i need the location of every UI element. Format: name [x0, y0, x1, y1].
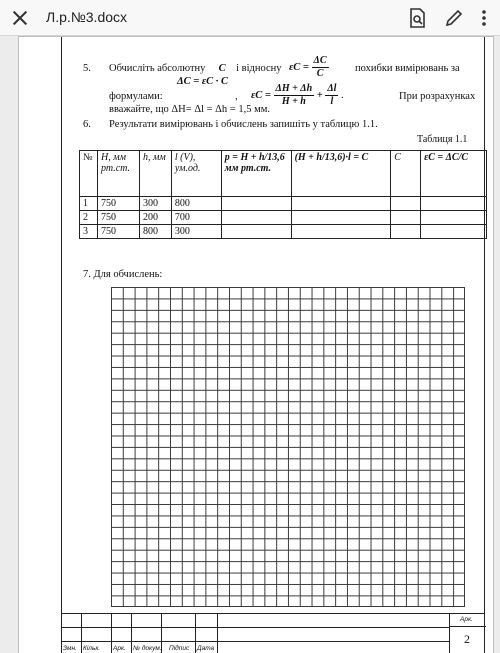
table-cell: 750 [97, 197, 139, 211]
stamp-label: № докум. [133, 645, 162, 652]
table-cell: 200 [139, 211, 171, 225]
header-cell: εC = ΔC/C [421, 151, 487, 197]
table-cell [291, 197, 391, 211]
stamp-label: Дата [197, 645, 215, 652]
sheet-number-cell [449, 614, 485, 653]
document-page [18, 36, 494, 653]
item5-line2-label: формулами: [109, 91, 163, 102]
table-cell [421, 197, 487, 211]
table-caption: Таблиця 1.1 [417, 134, 468, 145]
edit-pencil-icon[interactable] [442, 6, 466, 30]
table-cell: 800 [171, 197, 221, 211]
header-cell: l (V), ум.од. [171, 151, 221, 197]
table-cell [391, 211, 421, 225]
table-cell: 750 [97, 211, 139, 225]
table-cell: 800 [139, 225, 171, 239]
header-cell: p = H + h/13,6 мм рт.ст. [221, 151, 291, 197]
relative-error-sum-formula: εC = $\frac{\Delta H + \Delta h}{H + h}$ + $\frac{\Delta l}{l}$ . [251, 83, 344, 107]
calculation-grid [111, 287, 465, 607]
results-table [79, 150, 487, 239]
table-cell: 3 [80, 225, 98, 239]
stamp-label: Змн. [63, 645, 77, 652]
comma: , [235, 91, 238, 102]
item7-text: 7. Для обчислень: [83, 269, 163, 280]
table-row [80, 211, 487, 225]
table-cell [221, 211, 291, 225]
table-cell [221, 197, 291, 211]
stamp-label: Підпис [169, 645, 190, 652]
table-cell [421, 225, 487, 239]
absolute-error-formula: ΔC = εC · C [177, 76, 229, 87]
table-cell [391, 225, 421, 239]
table-cell [291, 211, 391, 225]
table-cell [221, 225, 291, 239]
table-header-row [80, 151, 487, 197]
app-bar [0, 0, 500, 36]
relative-error-formula: εC = $\frac{\Delta C}{C}$ [289, 55, 327, 79]
item5-line1: Обчисліть абсолютну C і відносну [109, 63, 282, 74]
more-vert-icon[interactable] [472, 6, 496, 30]
title-block-stamp [61, 613, 485, 653]
item5-line3: вважайте, що ΔH= Δl = Δh = 1,5 мм. [109, 104, 270, 115]
table-cell: 300 [171, 225, 221, 239]
table-cell: 300 [139, 197, 171, 211]
header-cell: H, мм рт.ст. [97, 151, 139, 197]
sheet-number: 2 [464, 632, 470, 646]
item6-text: Результати вимірювань і обчислень запишіть у таблицю 1.1. [109, 119, 378, 130]
table-cell [291, 225, 391, 239]
document-title: Л.р.№3.docx [46, 9, 128, 25]
header-cell: № [80, 151, 98, 197]
table-row [80, 225, 487, 239]
item5-line2-end: При розрахунках [399, 91, 476, 102]
item5-number: 5. [83, 63, 91, 74]
item5-line1-end: похибки вимірювань за [355, 63, 460, 74]
table-cell: 700 [171, 211, 221, 225]
header-cell: C [391, 151, 421, 197]
stamp-label: Кільк. [83, 645, 101, 652]
table-row [80, 197, 487, 211]
stamp-label: Арк. [113, 645, 126, 652]
header-cell: (H + h/13,6)·l = C [291, 151, 391, 197]
sheet-label: Арк. [460, 616, 473, 623]
table-cell: 1 [80, 197, 98, 211]
table-cell [421, 211, 487, 225]
close-icon[interactable] [8, 6, 32, 30]
table-cell [391, 197, 421, 211]
search-doc-icon[interactable] [405, 6, 429, 30]
table-cell: 2 [80, 211, 98, 225]
table-cell: 750 [97, 225, 139, 239]
header-cell: h, мм [139, 151, 171, 197]
item6-number: 6. [83, 119, 91, 130]
